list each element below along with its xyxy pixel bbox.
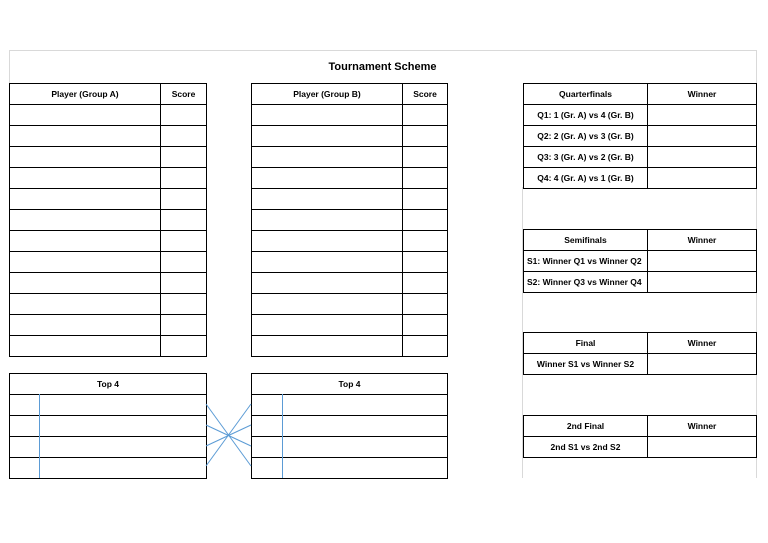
score-cell[interactable] — [403, 273, 448, 294]
table-row — [10, 458, 207, 479]
final-winner-header: Winner — [648, 333, 757, 354]
score-cell[interactable] — [161, 315, 207, 336]
table-row — [10, 395, 207, 416]
player-cell[interactable] — [40, 395, 207, 416]
table-row — [252, 294, 448, 315]
score-cell[interactable] — [403, 336, 448, 357]
rank-cell[interactable] — [10, 416, 40, 437]
score-cell[interactable] — [161, 147, 207, 168]
rank-cell[interactable] — [10, 395, 40, 416]
table-row — [252, 147, 448, 168]
connector-line — [206, 404, 251, 466]
table-row — [252, 458, 448, 479]
table-row — [10, 105, 207, 126]
table-row — [524, 147, 757, 168]
score-cell[interactable] — [161, 189, 207, 210]
player-cell[interactable] — [252, 336, 403, 357]
table-row — [10, 168, 207, 189]
winner-cell[interactable] — [648, 147, 757, 168]
score-cell[interactable] — [403, 294, 448, 315]
match-label: S1: Winner Q1 vs Winner Q2 — [524, 251, 648, 272]
player-cell[interactable] — [40, 458, 207, 479]
table-row — [252, 210, 448, 231]
score-cell[interactable] — [403, 189, 448, 210]
rank-cell[interactable] — [252, 437, 283, 458]
connector-line — [206, 425, 251, 446]
player-cell[interactable] — [10, 273, 161, 294]
score-cell[interactable] — [161, 252, 207, 273]
table-row — [524, 168, 757, 189]
player-cell[interactable] — [10, 294, 161, 315]
player-cell[interactable] — [252, 315, 403, 336]
second-final-winner-header: Winner — [648, 416, 757, 437]
winner-cell[interactable] — [648, 105, 757, 126]
player-cell[interactable] — [10, 189, 161, 210]
rank-cell[interactable] — [10, 437, 40, 458]
table-row — [10, 210, 207, 231]
player-cell[interactable] — [10, 147, 161, 168]
connector-line — [206, 404, 251, 466]
score-cell[interactable] — [161, 336, 207, 357]
top4-a-header: Top 4 — [10, 374, 207, 395]
player-cell[interactable] — [40, 416, 207, 437]
table-row — [10, 437, 207, 458]
score-cell[interactable] — [161, 210, 207, 231]
table-row — [10, 231, 207, 252]
match-label: Winner S1 vs Winner S2 — [524, 354, 648, 375]
table-row — [252, 252, 448, 273]
score-cell[interactable] — [403, 126, 448, 147]
semifinals-header: Semifinals — [524, 230, 648, 251]
table-row — [524, 354, 757, 375]
table-row — [10, 189, 207, 210]
score-cell[interactable] — [161, 168, 207, 189]
top4-b-table — [251, 373, 448, 479]
group-a-table — [9, 83, 207, 357]
player-cell[interactable] — [10, 210, 161, 231]
match-label: 2nd S1 vs 2nd S2 — [524, 437, 648, 458]
winner-cell[interactable] — [648, 251, 757, 272]
player-cell[interactable] — [10, 315, 161, 336]
table-row — [524, 105, 757, 126]
table-row — [252, 189, 448, 210]
player-cell[interactable] — [252, 168, 403, 189]
player-cell[interactable] — [40, 437, 207, 458]
table-row — [252, 231, 448, 252]
score-cell[interactable] — [161, 273, 207, 294]
page-title: Tournament Scheme — [328, 60, 437, 73]
table-row — [252, 395, 448, 416]
player-cell[interactable] — [10, 168, 161, 189]
score-cell[interactable] — [403, 147, 448, 168]
table-row — [252, 416, 448, 437]
player-cell[interactable] — [10, 126, 161, 147]
player-cell[interactable] — [283, 395, 448, 416]
match-label: Q4: 4 (Gr. A) vs 1 (Gr. B) — [524, 168, 648, 189]
table-row — [10, 294, 207, 315]
player-cell[interactable] — [252, 294, 403, 315]
table-row — [10, 416, 207, 437]
second-final-table — [523, 415, 757, 458]
final-table — [523, 332, 757, 375]
player-cell[interactable] — [10, 252, 161, 273]
winner-cell[interactable] — [648, 354, 757, 375]
top4-b-header: Top 4 — [252, 374, 448, 395]
group-b-player-header: Player (Group B) — [252, 84, 403, 105]
score-cell[interactable] — [161, 126, 207, 147]
winner-cell[interactable] — [648, 272, 757, 293]
top4-a-table — [9, 373, 207, 479]
player-cell[interactable] — [252, 189, 403, 210]
player-cell[interactable] — [252, 105, 403, 126]
group-a-player-header: Player (Group A) — [10, 84, 161, 105]
player-cell[interactable] — [283, 458, 448, 479]
table-row — [10, 315, 207, 336]
player-cell[interactable] — [252, 126, 403, 147]
group-b-table — [251, 83, 448, 357]
winner-cell[interactable] — [648, 126, 757, 147]
player-cell[interactable] — [283, 437, 448, 458]
player-cell[interactable] — [252, 252, 403, 273]
quarterfinals-winner-header: Winner — [648, 84, 757, 105]
score-cell[interactable] — [403, 168, 448, 189]
score-cell[interactable] — [403, 315, 448, 336]
player-cell[interactable] — [252, 273, 403, 294]
player-cell[interactable] — [10, 231, 161, 252]
rank-cell[interactable] — [252, 416, 283, 437]
connector-line — [206, 425, 251, 446]
player-cell[interactable] — [283, 416, 448, 437]
player-cell[interactable] — [252, 231, 403, 252]
table-row — [524, 126, 757, 147]
table-row — [524, 272, 757, 293]
player-cell[interactable] — [252, 210, 403, 231]
winner-cell[interactable] — [648, 437, 757, 458]
table-row — [252, 273, 448, 294]
match-label: S2: Winner Q3 vs Winner Q4 — [524, 272, 648, 293]
rank-cell[interactable] — [252, 458, 283, 479]
score-cell[interactable] — [403, 231, 448, 252]
winner-cell[interactable] — [648, 168, 757, 189]
second-final-header: 2nd Final — [524, 416, 648, 437]
table-row — [252, 126, 448, 147]
table-row — [252, 105, 448, 126]
table-row — [524, 437, 757, 458]
player-cell[interactable] — [252, 147, 403, 168]
score-cell[interactable] — [161, 105, 207, 126]
quarterfinals-header: Quarterfinals — [524, 84, 648, 105]
table-row — [252, 315, 448, 336]
semifinals-table — [523, 229, 757, 293]
match-label: Q2: 2 (Gr. A) vs 3 (Gr. B) — [524, 126, 648, 147]
final-header: Final — [524, 333, 648, 354]
group-b-score-header: Score — [403, 84, 448, 105]
table-row — [252, 437, 448, 458]
rank-cell[interactable] — [252, 395, 283, 416]
quarterfinals-table — [523, 83, 757, 189]
table-row — [10, 252, 207, 273]
table-row — [524, 251, 757, 272]
table-row — [10, 147, 207, 168]
score-cell[interactable] — [403, 105, 448, 126]
table-row — [252, 336, 448, 357]
score-cell[interactable] — [403, 210, 448, 231]
table-row — [10, 336, 207, 357]
match-label: Q1: 1 (Gr. A) vs 4 (Gr. B) — [524, 105, 648, 126]
player-cell[interactable] — [10, 105, 161, 126]
table-row — [10, 273, 207, 294]
rank-cell[interactable] — [10, 458, 40, 479]
score-cell[interactable] — [161, 231, 207, 252]
table-row — [252, 168, 448, 189]
score-cell[interactable] — [403, 252, 448, 273]
player-cell[interactable] — [10, 336, 161, 357]
table-row — [10, 126, 207, 147]
group-a-score-header: Score — [161, 84, 207, 105]
semifinals-winner-header: Winner — [648, 230, 757, 251]
match-label: Q3: 3 (Gr. A) vs 2 (Gr. B) — [524, 147, 648, 168]
score-cell[interactable] — [161, 294, 207, 315]
